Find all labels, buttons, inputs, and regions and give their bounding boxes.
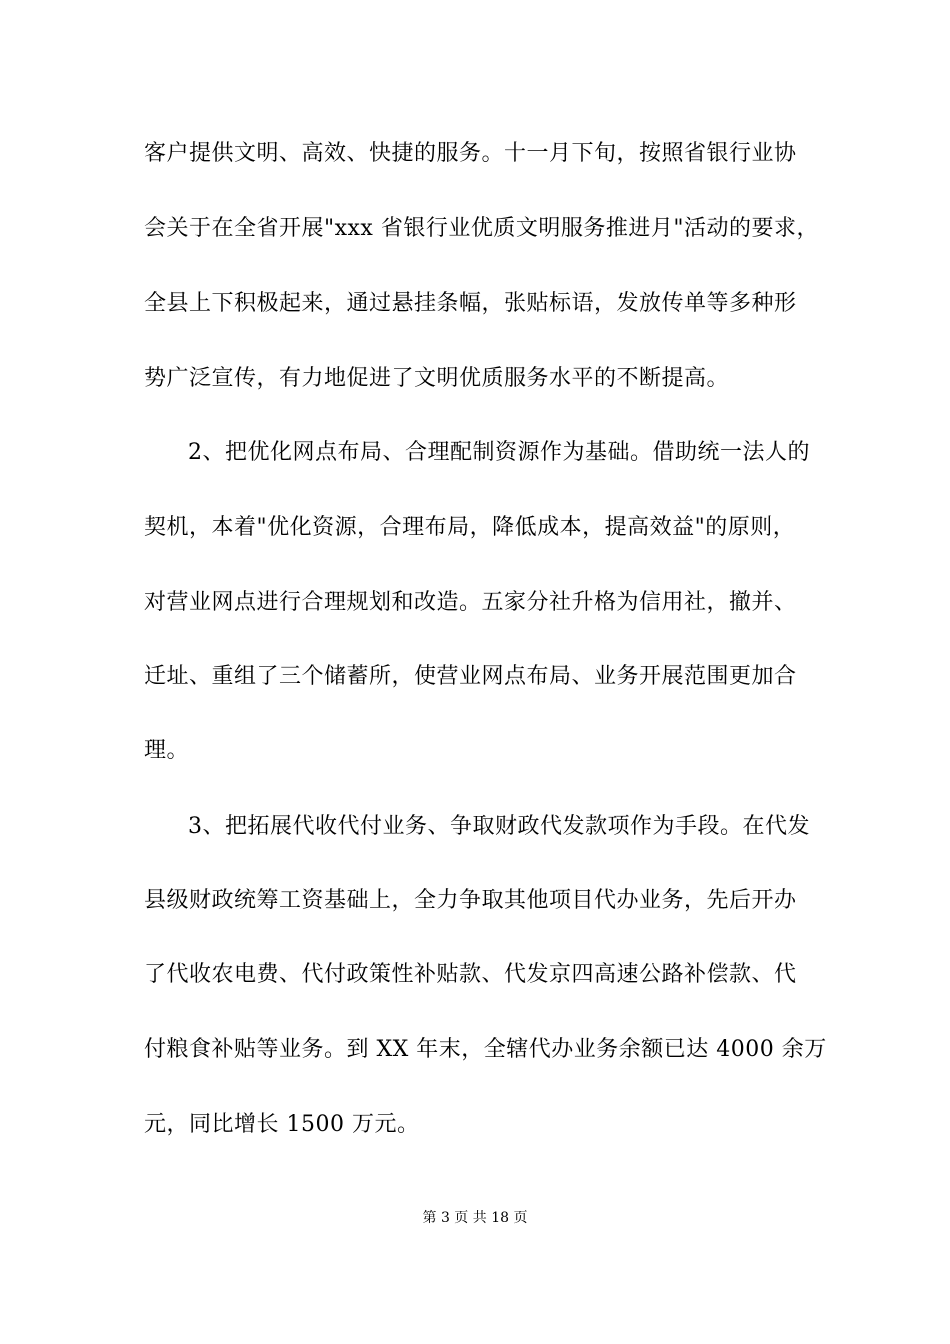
page-number: 第 3 页 共 18 页 [422,1210,528,1226]
page-footer [0,1208,950,1228]
paragraph-1-line-2: 会关于在全省开展"xxx 省银行业优质文明服务推进月"活动的要求， [144,216,819,241]
paragraph-3-line-1: 3、把拓展代收代付业务、争取财政代发款项作为手段。在代发 [188,814,810,839]
paragraph-1-line-1: 客户提供文明、高效、快捷的服务。十一月下旬，按照省银行业协 [144,141,797,166]
paragraph-3-line-4: 付粮食补贴等业务。到 XX 年末，全辖代办业务余额已达 4000 余万 [144,1037,827,1062]
paragraph-1-line-3: 全县上下积极起来，通过悬挂条幅，张贴标语，发放传单等多种形 [144,291,797,316]
paragraph-3-line-2: 县级财政统筹工资基础上，全力争取其他项目代办业务，先后开办 [144,888,797,913]
paragraph-2-line-2: 契机，本着"优化资源，合理布局，降低成本，提高效益"的原则， [144,515,796,540]
paragraph-1-line-4: 势广泛宣传，有力地促进了文明优质服务水平的不断提高。 [144,366,730,391]
paragraph-2-line-1: 2、把优化网点布局、合理配制资源作为基础。借助统一法人的 [188,440,810,465]
paragraph-2-line-4: 迁址、重组了三个储蓄所，使营业网点布局、业务开展范围更加合 [144,664,797,689]
paragraph-2-line-5: 理。 [144,738,190,763]
paragraph-3-line-3: 了代收农电费、代付政策性补贴款、代发京四高速公路补偿款、代 [144,962,797,987]
paragraph-3-line-5: 元，同比增长 1500 万元。 [144,1112,420,1137]
paragraph-2-line-3: 对营业网点进行合理规划和改造。五家分社升格为信用社，撤并、 [144,590,797,615]
